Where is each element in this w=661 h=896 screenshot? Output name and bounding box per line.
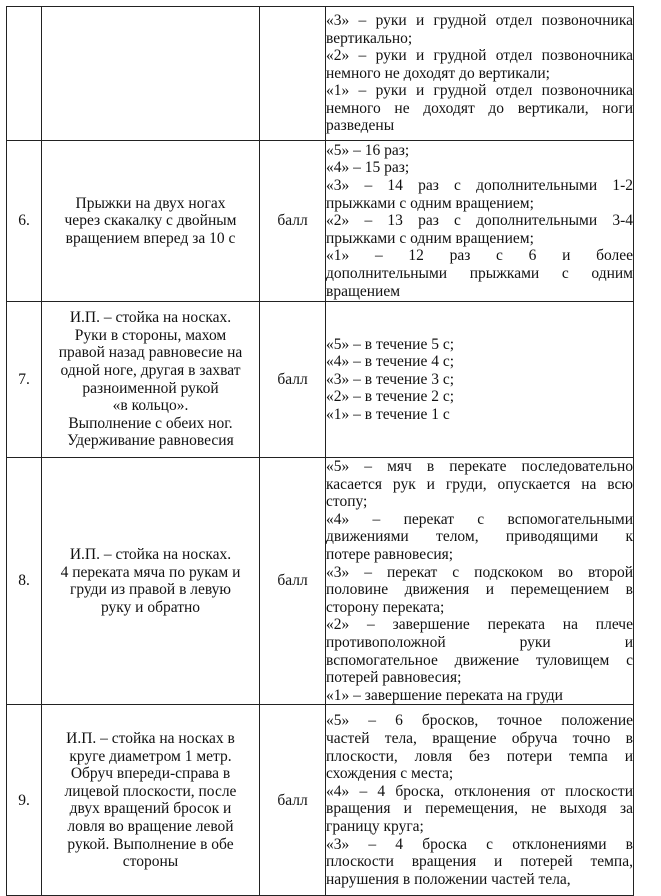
row-number: 9. bbox=[7, 705, 42, 896]
criteria-line: немного не доходят до вертикали; bbox=[326, 64, 550, 82]
test-description-line: «в кольцо». bbox=[112, 397, 189, 415]
test-description-line: двух вращений бросок и bbox=[69, 800, 232, 818]
criteria-table bbox=[6, 6, 634, 896]
unit-cell bbox=[260, 7, 326, 141]
test-description-line: И.П. – стойка на носках в bbox=[66, 729, 235, 747]
criteria-line: «5» – в течение 5 с; bbox=[326, 335, 455, 353]
criteria-line: «1» – 12 раз с 6 и более bbox=[326, 247, 633, 265]
test-description-line: одной ноге, другая в захват bbox=[60, 361, 241, 379]
test-description-line: Обруч впереди-справа в bbox=[70, 765, 231, 783]
criteria-line: противоположной руки и bbox=[326, 633, 633, 651]
criteria-line: «2» – завершение переката на плече bbox=[326, 616, 633, 634]
unit-cell: балл bbox=[260, 458, 326, 705]
unit-cell: балл bbox=[260, 302, 326, 458]
criteria-line: «3» – в течение 3 с; bbox=[326, 370, 455, 388]
test-description-line: вращением вперед за 10 с bbox=[65, 229, 236, 247]
criteria-line: разведены bbox=[326, 117, 395, 135]
test-description-line: руку и обратно bbox=[100, 598, 201, 616]
test-description-line: круге диаметром 1 метр. bbox=[69, 747, 232, 765]
test-description-line: рукой. Выполнение в обе bbox=[67, 835, 234, 853]
test-description-line: Удерживание равновесия bbox=[67, 432, 234, 450]
criteria-line: вращения и перемещения, не выходя за bbox=[326, 800, 633, 818]
grading-criteria bbox=[326, 141, 634, 302]
criteria-line: «2» – в течение 2 с; bbox=[326, 388, 455, 406]
grading-criteria bbox=[326, 7, 634, 141]
test-description-line: груди из правой в левую bbox=[69, 581, 231, 599]
criteria-line: «1» – в течение 1 с bbox=[326, 405, 450, 423]
criteria-line: дополнительными прыжками с одним bbox=[326, 264, 633, 282]
test-description-line: стороны bbox=[122, 853, 179, 871]
criteria-line: «4» – в течение 4 с; bbox=[326, 353, 455, 371]
criteria-line: границу круга; bbox=[326, 817, 424, 835]
test-description-line: Выполнение с обеих ног. bbox=[68, 414, 233, 432]
criteria-line: нарушения в положении частей тела, bbox=[326, 870, 571, 888]
test-description-line: И.П. – стойка на носках. bbox=[69, 309, 232, 327]
criteria-line: половине движения и перемещением в bbox=[326, 581, 633, 599]
criteria-line: вертикально; bbox=[326, 29, 413, 47]
test-description-line: 4 переката мяча по рукам и bbox=[60, 563, 241, 581]
criteria-line: «4» – 4 броска, отклонения от плоскости bbox=[326, 782, 633, 800]
grading-criteria bbox=[326, 458, 634, 705]
row-number: 6. bbox=[7, 141, 42, 302]
test-description bbox=[42, 302, 260, 458]
criteria-line: «2» – 13 раз с дополнительными 3-4 bbox=[326, 212, 633, 230]
test-description-line: разноименной рукой bbox=[82, 379, 219, 397]
row-number: 7. bbox=[7, 302, 42, 458]
table-row bbox=[7, 302, 634, 458]
grading-criteria bbox=[326, 302, 634, 458]
criteria-line: стопу; bbox=[326, 493, 368, 511]
criteria-line: «4» – перекат с вспомогательными bbox=[326, 510, 633, 528]
criteria-line: прыжками с одним вращением; bbox=[326, 194, 534, 212]
criteria-line: «5» – 16 раз; bbox=[326, 141, 410, 159]
criteria-line: сторону переката; bbox=[326, 598, 445, 616]
criteria-line: «5» – 6 бросков, точное положение bbox=[326, 712, 633, 730]
test-description-line: Прыжки на двух ногах bbox=[75, 194, 226, 212]
test-description bbox=[42, 7, 260, 141]
test-description bbox=[42, 141, 260, 302]
test-description-line: Руки в стороны, махом bbox=[74, 326, 227, 344]
criteria-line: плоскости, ловля без потери темпа и bbox=[326, 747, 633, 765]
criteria-line: «2» – руки и грудной отдел позвоночника bbox=[326, 47, 633, 65]
test-description-line: через скакалку с двойным bbox=[64, 212, 237, 230]
criteria-line: вращением bbox=[326, 282, 401, 300]
criteria-line: «3» – перекат с подскоком во второй bbox=[326, 563, 633, 581]
table-row bbox=[7, 705, 634, 896]
row-number: 8. bbox=[7, 458, 42, 705]
test-description-line: лицевой плоскости, после bbox=[64, 782, 237, 800]
criteria-line: «5» – мяч в перекате последовательно bbox=[326, 458, 633, 475]
unit-cell: балл bbox=[260, 705, 326, 896]
criteria-line: движениями телом, приводящими к bbox=[326, 528, 633, 546]
criteria-line: «3» – руки и грудной отдел позвоночника bbox=[326, 11, 633, 29]
unit-cell: балл bbox=[260, 141, 326, 302]
test-description-line: правой назад равновесие на bbox=[58, 344, 243, 362]
criteria-line: «3» – 4 броска с отклонениями в bbox=[326, 835, 633, 853]
test-description bbox=[42, 705, 260, 896]
criteria-line: касается рук и груди, опускается на всю bbox=[326, 475, 633, 493]
table-row bbox=[7, 458, 634, 705]
test-description bbox=[42, 458, 260, 705]
criteria-line: частей тела, вращение обруча точно в bbox=[326, 729, 633, 747]
test-description-line: ловля во вращение левой bbox=[67, 817, 234, 835]
criteria-line: вспомогательное движение туловищем с bbox=[326, 651, 633, 669]
row-number bbox=[7, 7, 42, 141]
criteria-line: «3» – 14 раз с дополнительными 1-2 bbox=[326, 177, 633, 195]
criteria-line: немного не доходят до вертикали, ноги bbox=[326, 99, 633, 117]
table-row bbox=[7, 7, 634, 141]
criteria-line: схождения с места; bbox=[326, 765, 454, 783]
criteria-line: плоскости вращения и потерей темпа, bbox=[326, 853, 633, 871]
criteria-line: «1» – руки и грудной отдел позвоночника bbox=[326, 82, 633, 100]
table-row bbox=[7, 141, 634, 302]
grading-criteria bbox=[326, 705, 634, 896]
criteria-line: «4» – 15 раз; bbox=[326, 159, 410, 177]
test-description-line: И.П. – стойка на носках. bbox=[69, 545, 232, 563]
criteria-line: «1» – завершение переката на груди bbox=[326, 686, 563, 704]
criteria-line: прыжками с одним вращением; bbox=[326, 229, 534, 247]
criteria-line: потере равновесия; bbox=[326, 545, 454, 563]
criteria-line: потерей равновесия; bbox=[326, 669, 462, 687]
